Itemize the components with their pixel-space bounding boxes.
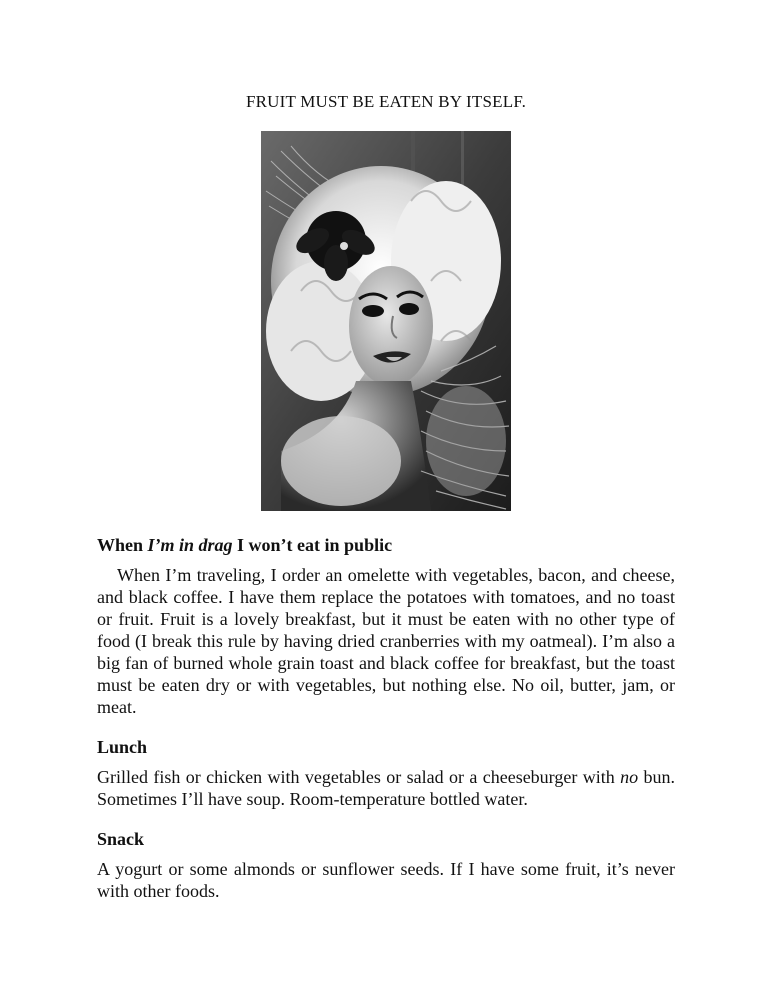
section-breakfast [97,532,675,718]
article-body [97,532,675,902]
section-paragraph: When I’m traveling, I order an omelette with vegetables, bacon, and cheese, and black coffee. I have them replace the potatoes with tomatoes, and no toast or fruit. Fruit is a lovely breakfast, but it must be eaten with no other type of food (I break this rule by having dried cranberries with my oatmeal). I’m also a big fan of burned whole grain toast and black coffee for breakfast, but the toast must be eaten dry or with vegetables, but nothing else. No oil, butter, jam, or meat. [97,565,675,717]
section-paragraph: A yogurt or some almonds or sunflower seeds. If I have some fruit, it’s never with other foods. [97,859,675,901]
section-lunch [97,734,675,810]
section-heading: Lunch [97,737,148,757]
paragraph-text: bun. Sometimes I’ll have soup. Room-temperature bottled water. [97,767,675,809]
heading-text: I won’t eat in public [232,535,393,555]
section-heading [97,532,675,558]
heading-emphasis: I’m in drag [147,535,233,555]
photo-caption: FRUIT MUST BE EATEN BY ITSELF. [245,92,527,111]
section-snack [97,826,675,902]
section-paragraph [97,766,675,810]
paragraph-emphasis: no [620,767,639,787]
paragraph-text: Grilled fish or chicken with vegetables or salad or a cheeseburger with [97,767,621,787]
section-heading: Snack [97,829,145,849]
portrait-image [261,131,511,511]
portrait-photo [261,131,511,511]
heading-text: When [97,535,148,555]
